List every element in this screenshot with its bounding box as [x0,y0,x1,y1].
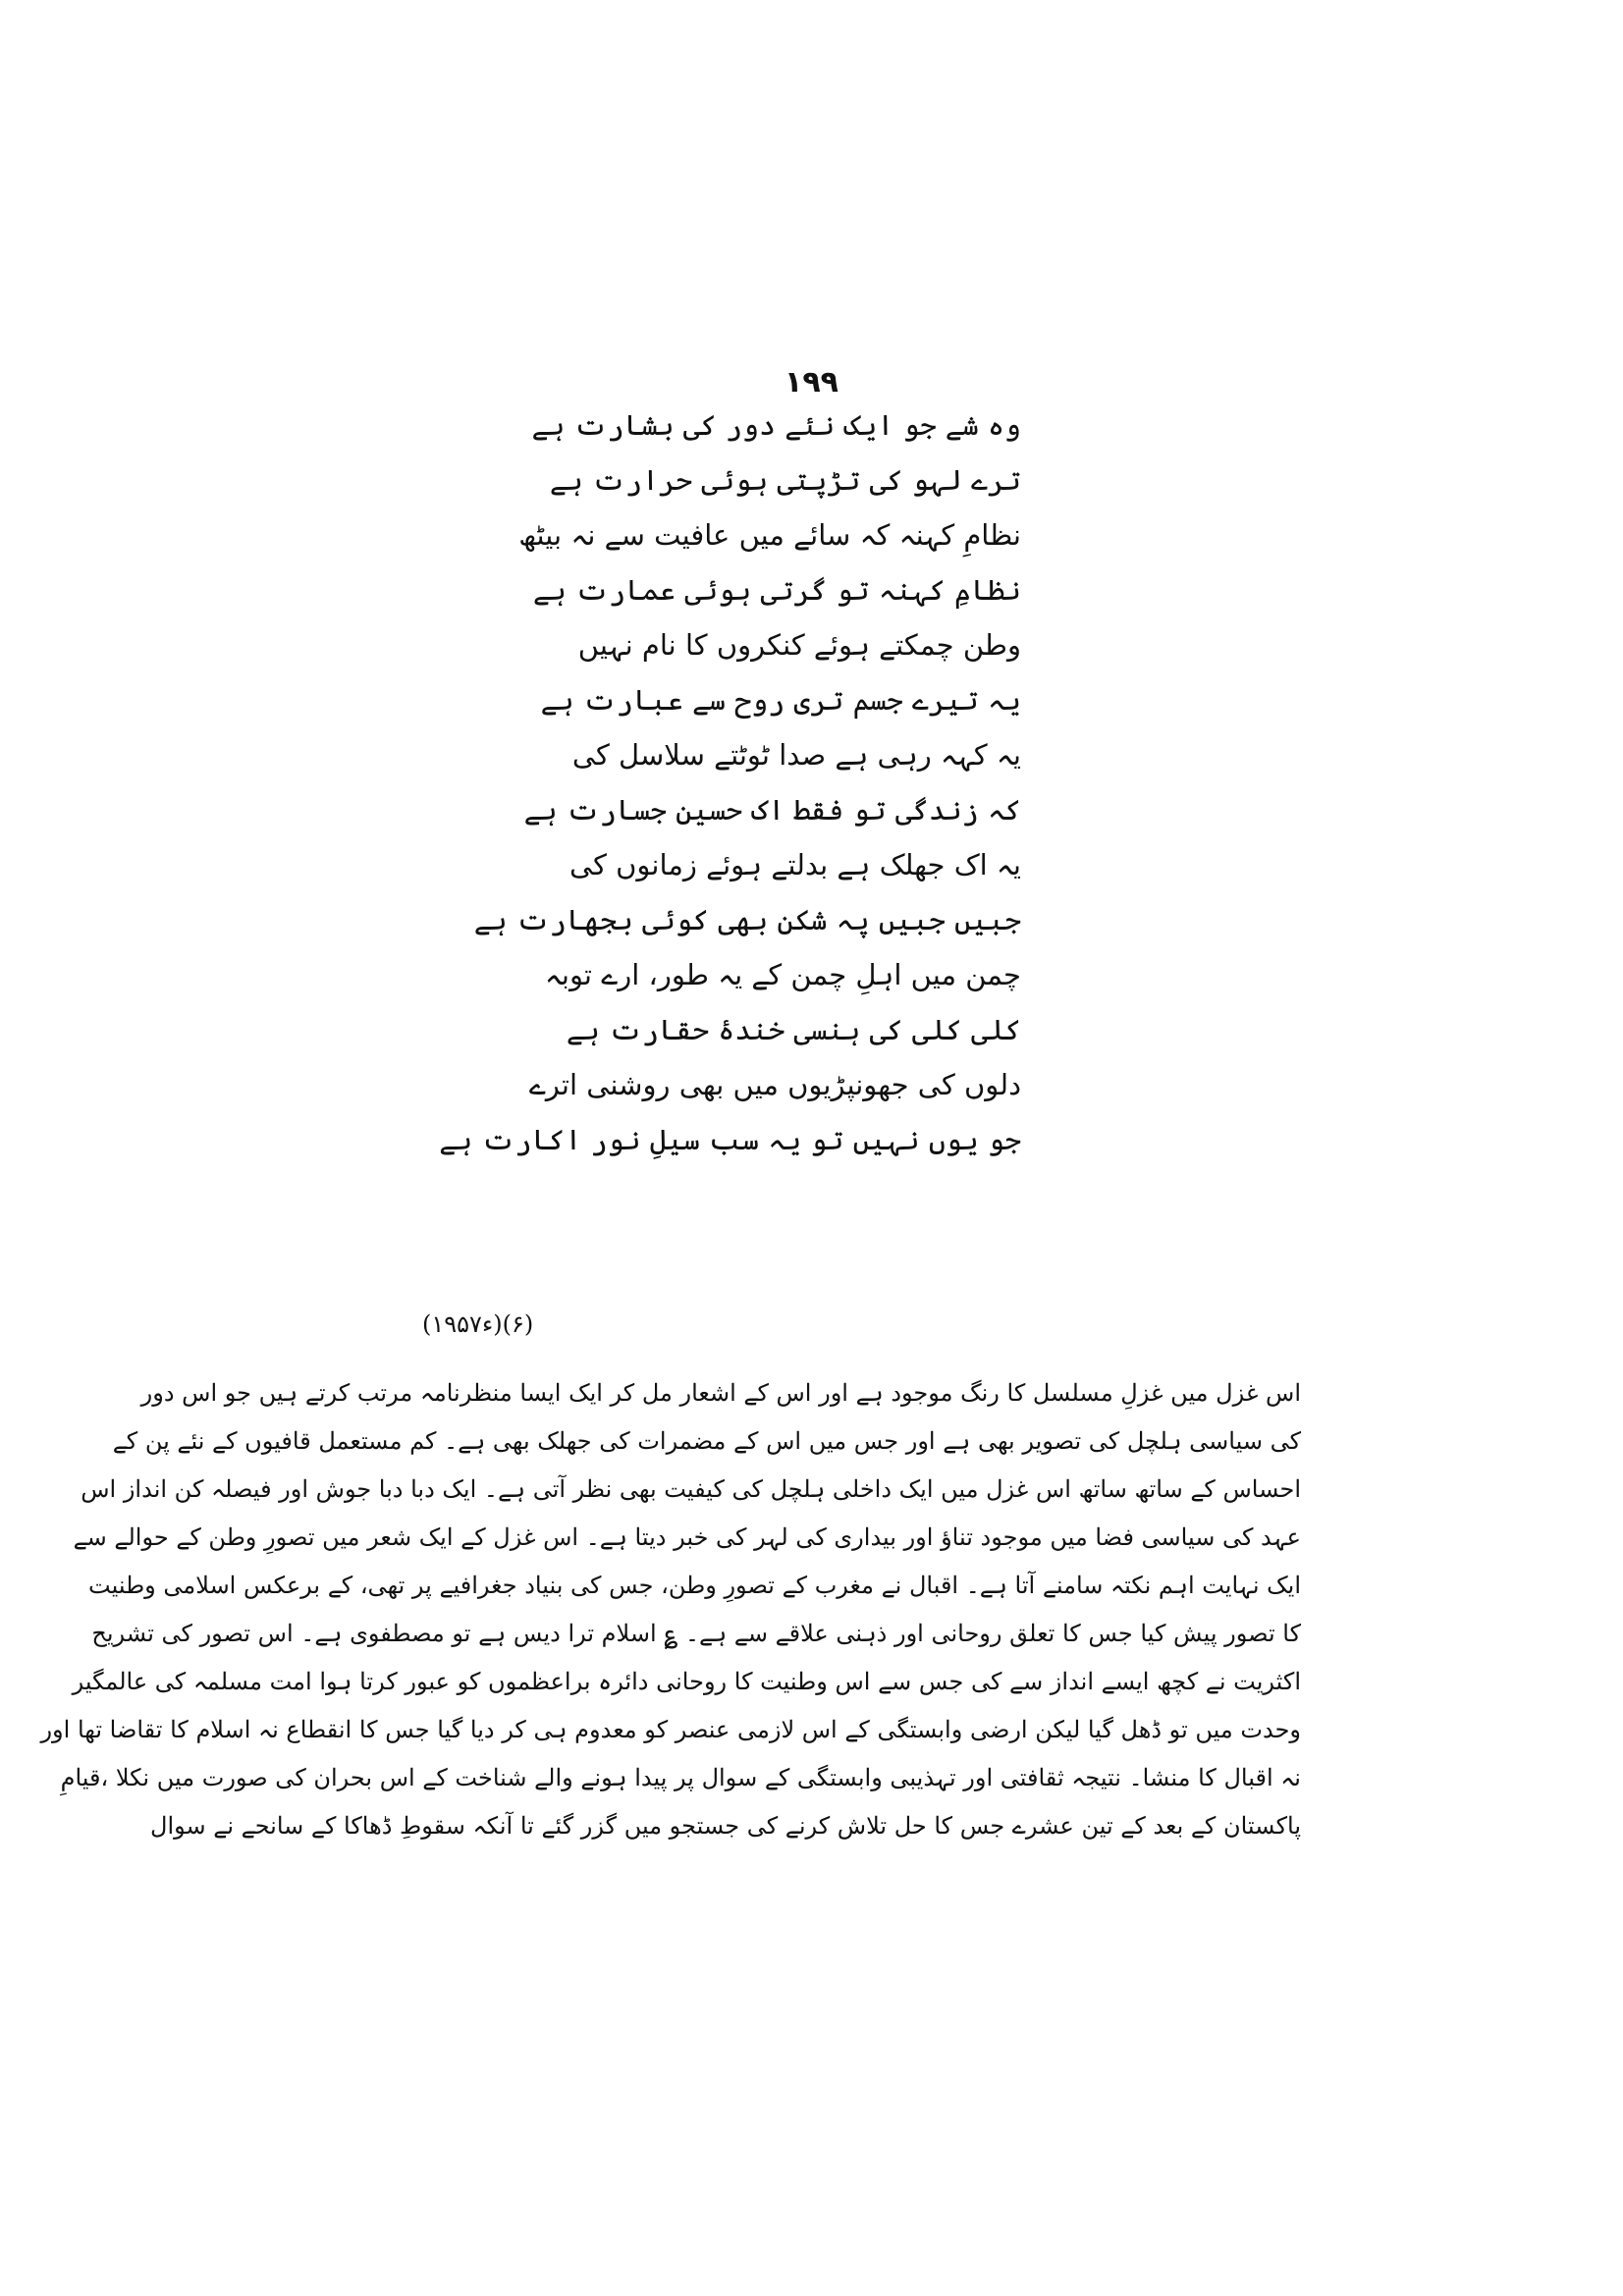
page-number: ۱۹۹ [784,365,839,400]
paragraph-line: احساس کے ساتھ ساتھ اس غزل میں ایک داخلی ہلچل کی کیفیت بھی نظر آتی ہے۔ ایک دبا دبا جوش اور فیصلہ کن انداز اس [81,1475,1301,1503]
paragraph-line: کی سیاسی ہلچل کی تصویر بھی ہے اور جس میں اس کے مضمرات کی جھلک بھی ہے۔ کم مستعمل قافیوں کے نئے پن کے [112,1427,1301,1455]
poem-line: جبیں جبیں پہ شکن بھی کوئی بجھارت ہے [473,903,1021,936]
poem-line: نظامِ کہنہ تو گرتی ہوئی عمارت ہے [532,573,1021,607]
poem-line: وہ شے جو ایک نئے دور کی بشارت ہے [531,408,1021,442]
poem-line: یہ کہہ رہی ہے صدا ٹوٹتے سلاسل کی [571,738,1021,772]
paragraph-line: عہد کی سیاسی فضا میں موجود تناؤ اور بیداری کی لہر کی خبر دیتا ہے۔ اس غزل کے ایک شعر میں تصورِ وطن کے حوالے سے [73,1523,1301,1551]
paragraph-line: اس غزل میں غزلِ مسلسل کا رنگ موجود ہے اور اس کے اشعار مل کر ایک ایسا منظرنامہ مرتب کرتے ہیں جو اس دور [140,1379,1301,1407]
paragraph-line: کا تصور پیش کیا جس کا تعلق روحانی اور ذہنی علاقے سے ہے۔ ؏ اسلام ترا دیس ہے تو مصطفوی ہے۔ اس تصور کی تشریح [91,1620,1301,1647]
ghazal-poem [439,398,1021,1167]
paragraph-line: نہ اقبال کا منشا۔ نتیجہ ثقافتی اور تہذیبی وابستگی کے سوال پر پیدا ہونے والے شناخت کے اس بحران کی صورت میں نکلا ،قیامِ [60,1764,1301,1791]
poem-line: چمن میں اہلِ چمن کے یہ طور، ارے توبہ [544,958,1021,991]
poem-line: جو یوں نہیں تو یہ سب سیلِ نور اکارت ہے [439,1123,1021,1156]
paragraph-line: پاکستان کے بعد کے تین عشرے جس کا حل تلاش کرنے کی جستجو میں گزر گئے تا آنکہ سقوطِ ڈھاکا کے سانحے نے سوال [150,1812,1301,1840]
poem-line: دلوں کی جھونپڑیوں میں بھی روشنی اترے [528,1068,1021,1101]
poem-line: ترے لہو کی تڑپتی ہوئی حرارت ہے [549,463,1021,497]
poem-line: یہ اک جھلک ہے بدلتے ہوئے زمانوں کی [568,848,1021,881]
paragraph-line: وحدت میں تو ڈھل گیا لیکن ارضی وابستگی کے اس لازمی عنصر کو معدوم ہی کر دیا گیا جس کا انقطاع نہ اسلام کا تقاضا تھا اور [40,1716,1301,1743]
poem-line: وطن چمکتے ہوئے کنکروں کا نام نہیں [577,628,1021,662]
year-footnote-marker: (۱۹۵۷ء)(۶) [422,1310,534,1338]
commentary-paragraph [40,1369,1301,1850]
paragraph-line: اکثریت نے کچھ ایسے انداز سے کی جس سے اس وطنیت کا روحانی دائرہ براعظموں کو عبور کرتا ہوا امت مسلمہ کی عالمگیر [72,1668,1301,1695]
poem-line: نظامِ کہنہ کہ سائے میں عافیت سے نہ بیٹھ [518,518,1021,552]
poem-line: کہ زندگی تو فقط اک حسین جسارت ہے [523,793,1021,827]
poem-line: کلی کلی کی ہنسی خندۂ حقارت ہے [566,1013,1021,1046]
paragraph-line: ایک نہایت اہم نکتہ سامنے آتا ہے۔ اقبال نے مغرب کے تصورِ وطن، جس کی بنیاد جغرافیے پر تھی، کے برعکس اسلامی وطنیت [88,1572,1301,1599]
poem-line: یہ تیرے جسم تری روح سے عبارت ہے [540,683,1021,717]
